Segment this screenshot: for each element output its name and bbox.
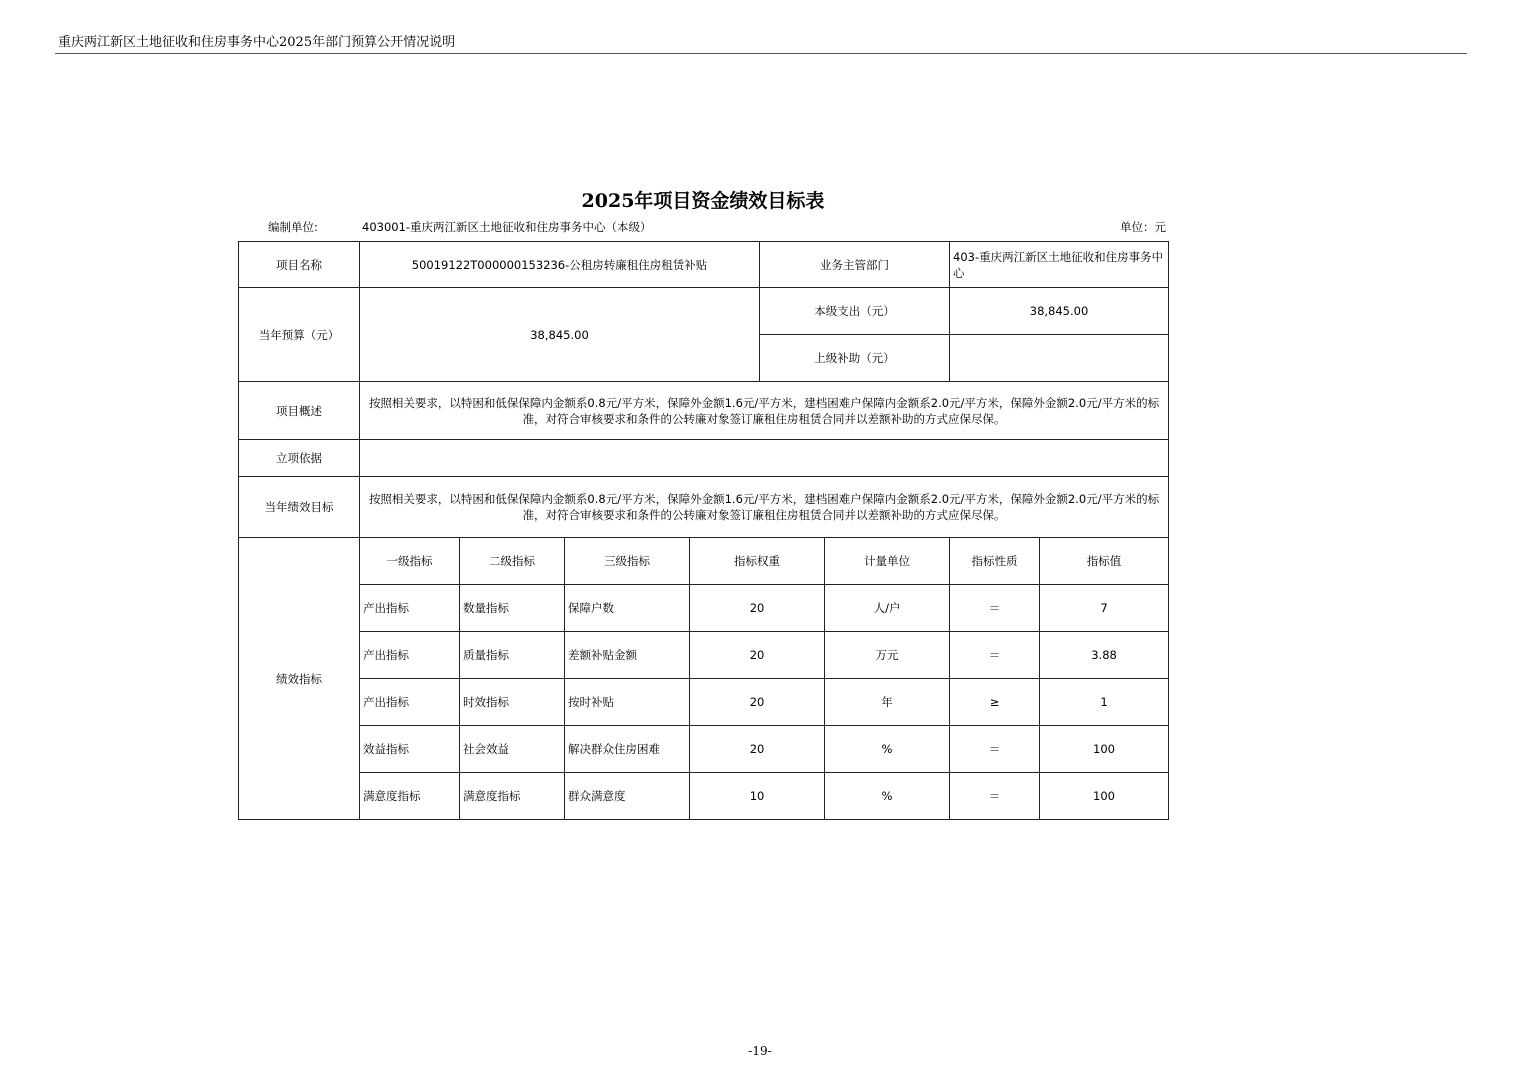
- own-expense-label: 本级支出（元）: [760, 288, 950, 335]
- compiler-org: 403001-重庆两江新区土地征收和住房事务中心（本级）: [362, 220, 652, 234]
- upper-subsidy-label: 上级补助（元）: [760, 335, 950, 382]
- goal-row: [239, 477, 1169, 538]
- indicator-value: 3.88: [1040, 632, 1169, 679]
- indicator-weight: 20: [690, 585, 825, 632]
- header-level2: 二级指标: [460, 538, 565, 585]
- basis-text: [360, 440, 1169, 477]
- indicator-level1: 产出指标: [360, 632, 460, 679]
- indicator-value: 7: [1040, 585, 1169, 632]
- indicator-nature: ≥: [950, 679, 1040, 726]
- indicator-level3: 保障户数: [565, 585, 690, 632]
- page-number: -19-: [748, 1044, 772, 1058]
- indicator-row: [239, 585, 1169, 632]
- project-name-row: [239, 242, 1169, 288]
- indicator-value: 100: [1040, 726, 1169, 773]
- indicator-unit: 万元: [825, 632, 950, 679]
- indicator-level1: 产出指标: [360, 679, 460, 726]
- indicator-weight: 20: [690, 679, 825, 726]
- budget-row-1: [239, 288, 1169, 335]
- indicator-weight: 20: [690, 726, 825, 773]
- indicator-row: [239, 773, 1169, 820]
- dept-label: 业务主管部门: [760, 242, 950, 288]
- indicator-nature: ＝: [950, 585, 1040, 632]
- running-header-title: 重庆两江新区土地征收和住房事务中心2025年部门预算公开情况说明: [58, 35, 456, 50]
- basis-row: [239, 440, 1169, 477]
- indicator-level2: 质量指标: [460, 632, 565, 679]
- indicator-row: [239, 632, 1169, 679]
- goal-text: 按照相关要求，以特困和低保保障内金额系0.8元/平方米，保障外金额1.6元/平方米，建档困难户保障内金额系2.0元/平方米，保障外金额2.0元/平方米的标准，对符合审核要求和条件的公转廉对象签订廉租住房租赁合同并以差额补助的方式应保尽保。: [360, 477, 1169, 538]
- overview-row: [239, 382, 1169, 440]
- budget-label: 当年预算（元）: [239, 288, 360, 382]
- header-level3: 三级指标: [565, 538, 690, 585]
- upper-subsidy-value: [950, 335, 1169, 382]
- indicator-level1: 满意度指标: [360, 773, 460, 820]
- indicator-level2: 时效指标: [460, 679, 565, 726]
- indicator-value: 100: [1040, 773, 1169, 820]
- header-level1: 一级指标: [360, 538, 460, 585]
- indicator-row: [239, 726, 1169, 773]
- project-name-label: 项目名称: [239, 242, 360, 288]
- header-nature: 指标性质: [950, 538, 1040, 585]
- project-name-value: 50019122T000000153236-公租房转廉租住房租赁补贴: [360, 242, 760, 288]
- indicator-unit: 人/户: [825, 585, 950, 632]
- indicator-unit: %: [825, 773, 950, 820]
- indicator-level2: 满意度指标: [460, 773, 565, 820]
- indicator-header-row: [239, 538, 1169, 585]
- indicator-value: 1: [1040, 679, 1169, 726]
- header-weight: 指标权重: [690, 538, 825, 585]
- performance-target-table: [238, 241, 1169, 820]
- basis-label: 立项依据: [239, 440, 360, 477]
- indicator-nature: ＝: [950, 632, 1040, 679]
- indicator-level3: 解决群众住房困难: [565, 726, 690, 773]
- indicator-unit: 年: [825, 679, 950, 726]
- overview-text: 按照相关要求，以特困和低保保障内金额系0.8元/平方米，保障外金额1.6元/平方米，建档困难户保障内金额系2.0元/平方米，保障外金额2.0元/平方米的标准，对符合审核要求和条件的公转廉对象签订廉租住房租赁合同并以差额补助的方式应保尽保。: [360, 382, 1169, 440]
- indicator-weight: 20: [690, 632, 825, 679]
- indicator-nature: ＝: [950, 726, 1040, 773]
- header-unit: 计量单位: [825, 538, 950, 585]
- indicator-section-label: 绩效指标: [239, 538, 360, 820]
- indicator-unit: %: [825, 726, 950, 773]
- header-value: 指标值: [1040, 538, 1169, 585]
- indicator-level1: 产出指标: [360, 585, 460, 632]
- indicator-level3: 按时补贴: [565, 679, 690, 726]
- budget-value: 38,845.00: [360, 288, 760, 382]
- overview-label: 项目概述: [239, 382, 360, 440]
- indicator-level1: 效益指标: [360, 726, 460, 773]
- indicator-nature: ＝: [950, 773, 1040, 820]
- indicator-weight: 10: [690, 773, 825, 820]
- unit-label: 单位：元: [1120, 220, 1166, 234]
- indicator-level3: 群众满意度: [565, 773, 690, 820]
- indicator-row: [239, 679, 1169, 726]
- header-divider: [55, 53, 1467, 54]
- compiler-label: 编制单位:: [268, 220, 318, 234]
- own-expense-value: 38,845.00: [950, 288, 1169, 335]
- goal-label: 当年绩效目标: [239, 477, 360, 538]
- indicator-level2: 数量指标: [460, 585, 565, 632]
- dept-value: 403-重庆两江新区土地征收和住房事务中心: [950, 242, 1169, 288]
- indicator-level2: 社会效益: [460, 726, 565, 773]
- indicator-level3: 差额补贴金额: [565, 632, 690, 679]
- document-title: 2025年项目资金绩效目标表: [581, 190, 825, 212]
